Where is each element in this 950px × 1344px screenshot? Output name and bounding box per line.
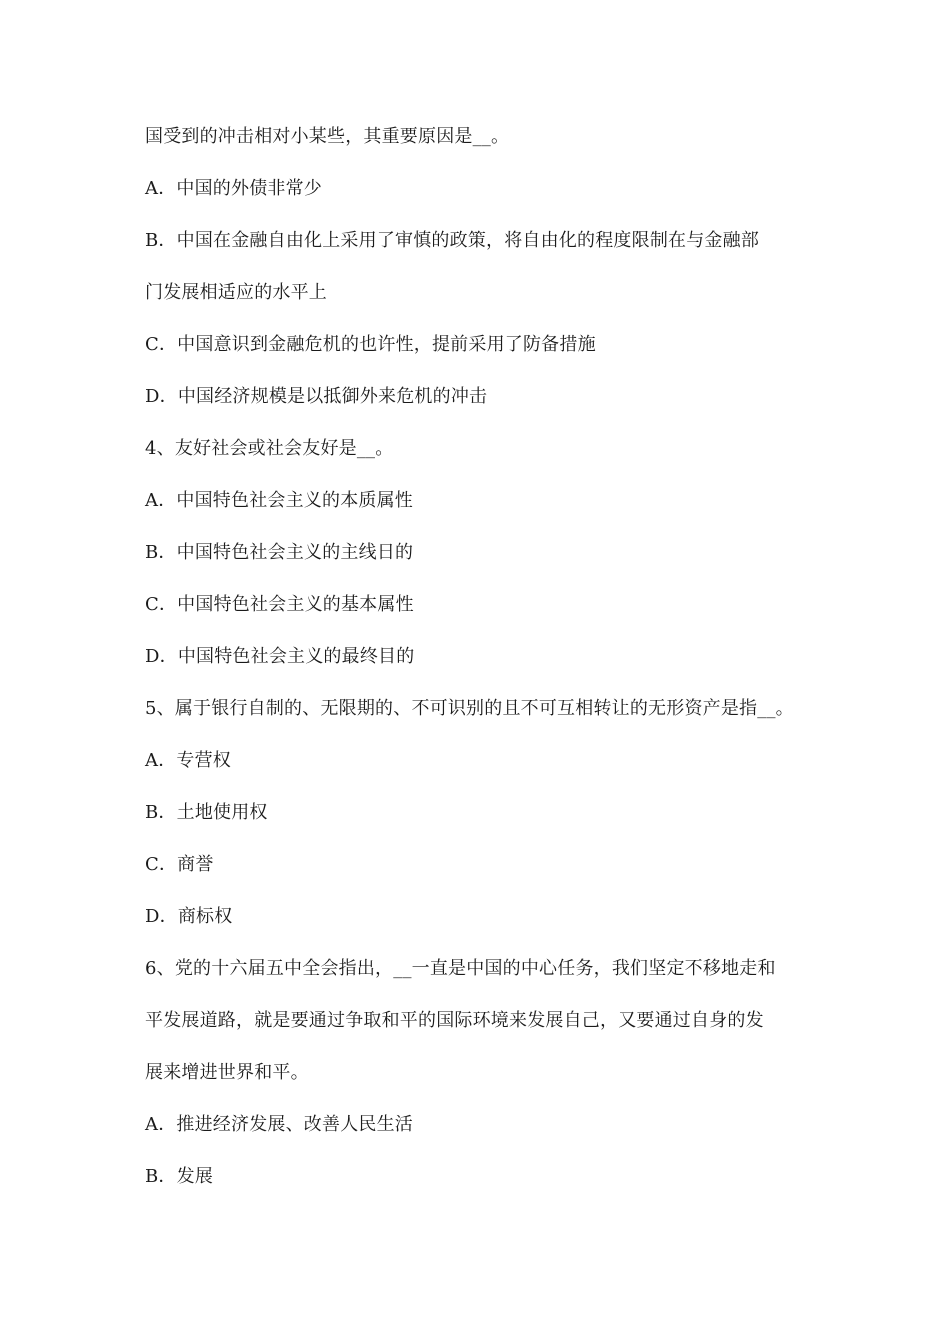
question-5-stem: 5、属于银行自制的、无限期的、不可识别的且不可互相转让的无形资产是指__。 xyxy=(145,698,794,719)
question-3-stem-continued: 国受到的冲击相对小某些，其重要原因是__。 xyxy=(145,126,510,147)
question-6-stem-line-2: 平发展道路，就是要通过争取和平的国际环境来发展自己，又要通过自身的发 xyxy=(145,1010,764,1031)
question-4-option-a: A．中国特色社会主义的本质属性 xyxy=(145,490,413,511)
question-3-option-b: B．中国在金融自由化上采用了审慎的政策，将自由化的程度限制在与金融部 xyxy=(145,230,760,251)
question-6-option-b: B．发展 xyxy=(145,1166,214,1187)
question-6-option-a: A．推进经济发展、改善人民生活 xyxy=(145,1114,413,1135)
question-5-option-d: D．商标权 xyxy=(145,906,233,927)
question-3-option-d: D．中国经济规模是以抵御外来危机的冲击 xyxy=(145,386,488,407)
question-5-option-a: A．专营权 xyxy=(145,750,231,771)
question-6-stem-line-3: 展来增进世界和平。 xyxy=(145,1062,309,1083)
question-4-option-d: D．中国特色社会主义的最终目的 xyxy=(145,646,415,667)
question-4-option-c: C．中国特色社会主义的基本属性 xyxy=(145,594,414,615)
question-4-stem: 4、友好社会或社会友好是__。 xyxy=(145,438,394,459)
question-4-option-b: B．中国特色社会主义的主线日的 xyxy=(145,542,414,563)
question-6-stem: 6、党的十六届五中全会指出，__一直是中国的中心任务，我们坚定不移地走和 xyxy=(145,958,776,979)
question-5-option-b: B．土地使用权 xyxy=(145,802,268,823)
question-3-option-c: C．中国意识到金融危机的也许性，提前采用了防备措施 xyxy=(145,334,596,355)
question-3-option-a: A．中国的外债非常少 xyxy=(145,178,322,199)
question-5-option-c: C．商誉 xyxy=(145,854,214,875)
question-3-option-b-continued: 门发展相适应的水平上 xyxy=(145,282,327,303)
